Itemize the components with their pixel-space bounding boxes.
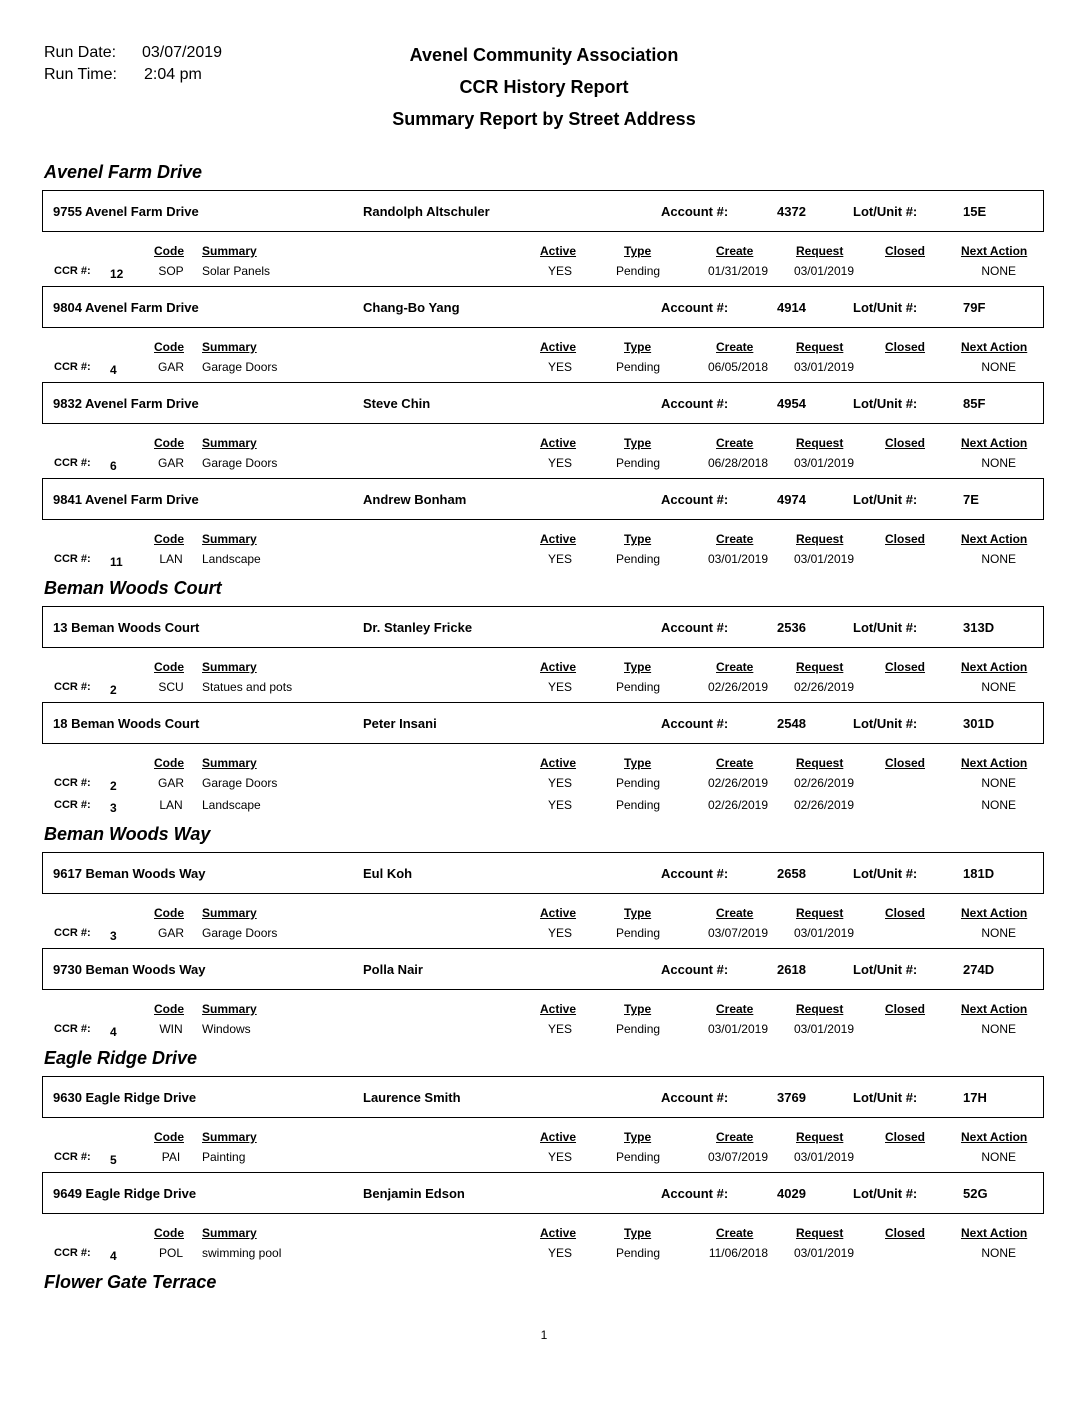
ccr-row: [0, 360, 1088, 376]
ccr-request-date: 03/01/2019: [793, 926, 854, 940]
request-col-header: Request: [796, 1130, 844, 1144]
ccr-next-action: NONE: [981, 360, 1016, 374]
property-address: 9804 Avenel Farm Drive: [53, 300, 199, 315]
type-col-header: Type: [624, 532, 652, 546]
account-label: Account #:: [661, 620, 729, 635]
run-date-value: 03/07/2019: [142, 44, 223, 61]
ccr-column-headers: [0, 906, 1088, 922]
account-number: 2618: [777, 962, 806, 977]
lot-number: 79F: [963, 300, 986, 315]
ccr-type: Pending: [616, 798, 661, 812]
ccr-code: SOP: [158, 264, 184, 278]
property-address: 9832 Avenel Farm Drive: [53, 396, 199, 411]
ccr-type: Pending: [616, 1150, 661, 1164]
ccr-number: 2: [110, 779, 117, 793]
ccr-active: YES: [547, 1246, 572, 1260]
next-action-col-header: Next Action: [961, 1130, 1028, 1144]
owner-name: Peter Insani: [363, 716, 437, 731]
run-date-label: Run Date:: [44, 44, 117, 61]
ccr-number: 11: [110, 555, 123, 569]
ccr-request-date: 03/01/2019: [793, 1022, 854, 1036]
ccr-code: POL: [158, 1246, 183, 1260]
lot-label: Lot/Unit #:: [853, 300, 918, 315]
ccr-summary: Painting: [202, 1150, 246, 1164]
account-label: Account #:: [661, 1186, 729, 1201]
ccr-active: YES: [547, 926, 572, 940]
ccr-next-action: NONE: [981, 926, 1016, 940]
ccr-next-action: NONE: [981, 776, 1016, 790]
type-col-header: Type: [624, 1130, 652, 1144]
ccr-column-headers: [0, 1130, 1088, 1146]
ccr-type: Pending: [616, 776, 661, 790]
ccr-active: YES: [547, 360, 572, 374]
account-number: 4914: [777, 300, 806, 315]
ccr-next-action: NONE: [981, 264, 1016, 278]
request-col-header: Request: [796, 660, 844, 674]
account-label: Account #:: [661, 396, 729, 411]
request-col-header: Request: [796, 532, 844, 546]
summary-col-header: Summary: [202, 1130, 257, 1144]
ccr-code: GAR: [157, 456, 184, 470]
active-col-header: Active: [540, 340, 577, 354]
owner-name: Chang-Bo Yang: [363, 300, 460, 315]
run-time-label: Run Time:: [44, 66, 117, 83]
lot-label: Lot/Unit #:: [853, 716, 918, 731]
report-title: CCR History Report: [459, 77, 629, 97]
account-label: Account #:: [661, 962, 729, 977]
create-col-header: Create: [716, 1002, 754, 1016]
ccr-create-date: 02/26/2019: [707, 680, 768, 694]
next-action-col-header: Next Action: [961, 906, 1028, 920]
ccr-column-headers: [0, 660, 1088, 676]
ccr-code: SCU: [158, 680, 184, 694]
account-number: 2658: [777, 866, 806, 881]
street-heading: Beman Woods Way: [44, 824, 211, 844]
ccr-summary: Solar Panels: [202, 264, 271, 278]
ccr-number: 12: [110, 267, 124, 281]
request-col-header: Request: [796, 906, 844, 920]
lot-label: Lot/Unit #:: [853, 962, 918, 977]
lot-number: 301D: [963, 716, 995, 731]
code-col-header: Code: [154, 532, 184, 546]
property-box: [42, 286, 1044, 328]
code-col-header: Code: [154, 756, 184, 770]
request-col-header: Request: [796, 436, 844, 450]
ccr-code: GAR: [157, 926, 184, 940]
ccr-number: 4: [110, 1249, 117, 1263]
lot-label: Lot/Unit #:: [853, 204, 918, 219]
ccr-row: [0, 1022, 1088, 1038]
lot-label: Lot/Unit #:: [853, 1186, 918, 1201]
summary-col-header: Summary: [202, 244, 257, 258]
property-address: 13 Beman Woods Court: [53, 620, 200, 635]
owner-name: Eul Koh: [363, 866, 413, 881]
lot-number: 52G: [963, 1186, 988, 1201]
ccr-next-action: NONE: [981, 1150, 1016, 1164]
ccr-row: [0, 1246, 1088, 1262]
account-number: 4974: [777, 492, 806, 507]
closed-col-header: Closed: [885, 660, 926, 674]
summary-col-header: Summary: [202, 906, 257, 920]
account-number: 3769: [777, 1090, 806, 1105]
ccr-type: Pending: [616, 926, 661, 940]
type-col-header: Type: [624, 340, 652, 354]
ccr-create-date: 01/31/2019: [707, 264, 768, 278]
code-col-header: Code: [154, 1130, 184, 1144]
ccr-row: [0, 798, 1088, 814]
lot-number: 17H: [963, 1090, 987, 1105]
code-col-header: Code: [154, 340, 184, 354]
ccr-label: CCR #:: [54, 457, 91, 469]
ccr-request-date: 02/26/2019: [793, 798, 854, 812]
create-col-header: Create: [716, 532, 754, 546]
ccr-request-date: 03/01/2019: [793, 1246, 854, 1260]
active-col-header: Active: [540, 906, 577, 920]
ccr-active: YES: [547, 552, 572, 566]
ccr-column-headers: [0, 244, 1088, 260]
ccr-type: Pending: [616, 552, 661, 566]
property-box: [42, 702, 1044, 744]
ccr-column-headers: [0, 1002, 1088, 1018]
ccr-row: [0, 680, 1088, 696]
closed-col-header: Closed: [885, 1130, 926, 1144]
owner-name: Steve Chin: [363, 396, 431, 411]
summary-col-header: Summary: [202, 532, 257, 546]
ccr-number: 3: [110, 929, 117, 943]
create-col-header: Create: [716, 436, 754, 450]
owner-name: Benjamin Edson: [363, 1186, 465, 1201]
account-number: 2548: [777, 716, 806, 731]
ccr-next-action: NONE: [981, 680, 1016, 694]
ccr-create-date: 03/07/2019: [707, 1150, 768, 1164]
ccr-summary: Landscape: [202, 552, 261, 566]
code-col-header: Code: [154, 436, 184, 450]
ccr-create-date: 06/05/2018: [707, 360, 768, 374]
ccr-row: [0, 552, 1088, 568]
ccr-row: [0, 926, 1088, 942]
ccr-active: YES: [547, 680, 572, 694]
ccr-active: YES: [547, 1022, 572, 1036]
ccr-number: 4: [110, 363, 117, 377]
request-col-header: Request: [796, 244, 844, 258]
account-label: Account #:: [661, 204, 729, 219]
ccr-label: CCR #:: [54, 681, 91, 693]
type-col-header: Type: [624, 1226, 652, 1240]
ccr-summary: Garage Doors: [202, 776, 278, 790]
next-action-col-header: Next Action: [961, 244, 1028, 258]
create-col-header: Create: [716, 1226, 754, 1240]
closed-col-header: Closed: [885, 340, 926, 354]
summary-col-header: Summary: [202, 340, 257, 354]
ccr-create-date: 03/01/2019: [707, 1022, 768, 1036]
ccr-summary: Statues and pots: [202, 680, 293, 694]
ccr-label: CCR #:: [54, 777, 91, 789]
lot-number: 181D: [963, 866, 995, 881]
account-label: Account #:: [661, 866, 729, 881]
property-box: [42, 606, 1044, 648]
next-action-col-header: Next Action: [961, 660, 1028, 674]
ccr-type: Pending: [616, 360, 661, 374]
closed-col-header: Closed: [885, 1226, 926, 1240]
owner-name: Andrew Bonham: [363, 492, 467, 507]
ccr-request-date: 02/26/2019: [793, 776, 854, 790]
ccr-label: CCR #:: [54, 553, 91, 565]
summary-col-header: Summary: [202, 436, 257, 450]
active-col-header: Active: [540, 660, 577, 674]
request-col-header: Request: [796, 1226, 844, 1240]
ccr-number: 3: [110, 801, 117, 815]
org-title: Avenel Community Association: [409, 45, 679, 65]
property-box: [42, 382, 1044, 424]
account-label: Account #:: [661, 1090, 729, 1105]
code-col-header: Code: [154, 906, 184, 920]
ccr-next-action: NONE: [981, 552, 1016, 566]
ccr-label: CCR #:: [54, 799, 91, 811]
lot-number: 7E: [963, 492, 979, 507]
ccr-column-headers: [0, 436, 1088, 452]
ccr-request-date: 03/01/2019: [793, 264, 854, 278]
ccr-next-action: NONE: [981, 456, 1016, 470]
property-address: 9755 Avenel Farm Drive: [53, 204, 199, 219]
code-col-header: Code: [154, 244, 184, 258]
code-col-header: Code: [154, 1002, 184, 1016]
ccr-type: Pending: [616, 264, 661, 278]
ccr-code: LAN: [159, 552, 183, 566]
ccr-request-date: 03/01/2019: [793, 456, 854, 470]
property-address: 9630 Eagle Ridge Drive: [53, 1090, 197, 1105]
ccr-label: CCR #:: [54, 1023, 91, 1035]
next-action-col-header: Next Action: [961, 1226, 1028, 1240]
active-col-header: Active: [540, 436, 577, 450]
ccr-column-headers: [0, 756, 1088, 772]
property-box: [42, 948, 1044, 990]
ccr-active: YES: [547, 776, 572, 790]
lot-number: 313D: [963, 620, 995, 635]
property-address: 9649 Eagle Ridge Drive: [53, 1186, 197, 1201]
owner-name: Polla Nair: [363, 962, 423, 977]
ccr-code: WIN: [159, 1022, 183, 1036]
ccr-number: 6: [110, 459, 117, 473]
account-number: 4954: [777, 396, 806, 411]
ccr-label: CCR #:: [54, 265, 91, 277]
next-action-col-header: Next Action: [961, 340, 1028, 354]
lot-label: Lot/Unit #:: [853, 1090, 918, 1105]
street-heading: Beman Woods Court: [44, 578, 222, 598]
code-col-header: Code: [154, 1226, 184, 1240]
ccr-column-headers: [0, 532, 1088, 548]
property-address: 9617 Beman Woods Way: [53, 866, 206, 881]
next-action-col-header: Next Action: [961, 1002, 1028, 1016]
ccr-row: [0, 456, 1088, 472]
ccr-summary: Windows: [202, 1022, 251, 1036]
lot-number: 15E: [963, 204, 987, 219]
ccr-summary: Garage Doors: [202, 456, 278, 470]
type-col-header: Type: [624, 244, 652, 258]
owner-name: Randolph Altschuler: [363, 204, 490, 219]
ccr-next-action: NONE: [981, 798, 1016, 812]
street-heading: Flower Gate Terrace: [44, 1272, 217, 1292]
type-col-header: Type: [624, 1002, 652, 1016]
next-action-col-header: Next Action: [961, 532, 1028, 546]
ccr-row: [0, 264, 1088, 280]
ccr-column-headers: [0, 1226, 1088, 1242]
report-subtitle: Summary Report by Street Address: [392, 109, 696, 129]
ccr-summary: Garage Doors: [202, 360, 278, 374]
property-box: [42, 1172, 1044, 1214]
active-col-header: Active: [540, 532, 577, 546]
ccr-active: YES: [547, 456, 572, 470]
active-col-header: Active: [540, 756, 577, 770]
closed-col-header: Closed: [885, 756, 926, 770]
ccr-label: CCR #:: [54, 1247, 91, 1259]
property-box: [42, 190, 1044, 232]
ccr-summary: Garage Doors: [202, 926, 278, 940]
owner-name: Laurence Smith: [363, 1090, 461, 1105]
ccr-code: GAR: [157, 776, 184, 790]
closed-col-header: Closed: [885, 906, 926, 920]
ccr-create-date: 02/26/2019: [707, 776, 768, 790]
ccr-next-action: NONE: [981, 1022, 1016, 1036]
active-col-header: Active: [540, 1130, 577, 1144]
page-number: 1: [540, 1328, 548, 1342]
create-col-header: Create: [716, 340, 754, 354]
create-col-header: Create: [716, 1130, 754, 1144]
type-col-header: Type: [624, 436, 652, 450]
property-address: 18 Beman Woods Court: [53, 716, 200, 731]
ccr-create-date: 03/07/2019: [707, 926, 768, 940]
create-col-header: Create: [716, 244, 754, 258]
create-col-header: Create: [716, 906, 754, 920]
next-action-col-header: Next Action: [961, 756, 1028, 770]
account-label: Account #:: [661, 492, 729, 507]
code-col-header: Code: [154, 660, 184, 674]
next-action-col-header: Next Action: [961, 436, 1028, 450]
type-col-header: Type: [624, 756, 652, 770]
lot-number: 274D: [963, 962, 995, 977]
ccr-request-date: 03/01/2019: [793, 1150, 854, 1164]
ccr-number: 4: [110, 1025, 117, 1039]
property-address: 9730 Beman Woods Way: [53, 962, 206, 977]
summary-col-header: Summary: [202, 1002, 257, 1016]
create-col-header: Create: [716, 660, 754, 674]
summary-col-header: Summary: [202, 1226, 257, 1240]
ccr-code: PAI: [161, 1150, 181, 1164]
ccr-create-date: 03/01/2019: [707, 552, 768, 566]
property-box: [42, 1076, 1044, 1118]
ccr-active: YES: [547, 264, 572, 278]
lot-number: 85F: [963, 396, 986, 411]
account-label: Account #:: [661, 716, 729, 731]
ccr-code: GAR: [157, 360, 184, 374]
ccr-type: Pending: [616, 1022, 661, 1036]
ccr-request-date: 03/01/2019: [793, 552, 854, 566]
property-box: [42, 478, 1044, 520]
active-col-header: Active: [540, 1226, 577, 1240]
request-col-header: Request: [796, 756, 844, 770]
property-address: 9841 Avenel Farm Drive: [53, 492, 199, 507]
ccr-number: 5: [110, 1153, 117, 1167]
closed-col-header: Closed: [885, 436, 926, 450]
ccr-type: Pending: [616, 456, 661, 470]
create-col-header: Create: [716, 756, 754, 770]
lot-label: Lot/Unit #:: [853, 620, 918, 635]
request-col-header: Request: [796, 1002, 844, 1016]
ccr-row: [0, 1150, 1088, 1166]
lot-label: Lot/Unit #:: [853, 492, 918, 507]
lot-label: Lot/Unit #:: [853, 866, 918, 881]
ccr-active: YES: [547, 798, 572, 812]
account-number: 4372: [777, 204, 806, 219]
ccr-request-date: 03/01/2019: [793, 360, 854, 374]
ccr-row: [0, 776, 1088, 792]
account-number: 4029: [777, 1186, 806, 1201]
owner-name: Dr. Stanley Fricke: [363, 620, 473, 635]
summary-col-header: Summary: [202, 756, 257, 770]
ccr-next-action: NONE: [981, 1246, 1016, 1260]
active-col-header: Active: [540, 1002, 577, 1016]
street-heading: Avenel Farm Drive: [44, 162, 203, 182]
ccr-type: Pending: [616, 1246, 661, 1260]
ccr-column-headers: [0, 340, 1088, 356]
ccr-label: CCR #:: [54, 927, 91, 939]
ccr-create-date: 06/28/2018: [707, 456, 768, 470]
account-label: Account #:: [661, 300, 729, 315]
account-number: 2536: [777, 620, 806, 635]
type-col-header: Type: [624, 660, 652, 674]
ccr-create-date: 11/06/2018: [708, 1246, 768, 1260]
ccr-code: LAN: [159, 798, 183, 812]
ccr-label: CCR #:: [54, 361, 91, 373]
ccr-label: CCR #:: [54, 1151, 91, 1163]
closed-col-header: Closed: [885, 532, 926, 546]
run-time-value: 2:04 pm: [144, 66, 202, 83]
closed-col-header: Closed: [885, 244, 926, 258]
ccr-request-date: 02/26/2019: [793, 680, 854, 694]
property-box: [42, 852, 1044, 894]
ccr-summary: Landscape: [202, 798, 261, 812]
closed-col-header: Closed: [885, 1002, 926, 1016]
ccr-number: 2: [110, 683, 117, 697]
summary-col-header: Summary: [202, 660, 257, 674]
request-col-header: Request: [796, 340, 844, 354]
ccr-create-date: 02/26/2019: [707, 798, 768, 812]
active-col-header: Active: [540, 244, 577, 258]
ccr-summary: swimming pool: [202, 1246, 282, 1260]
type-col-header: Type: [624, 906, 652, 920]
lot-label: Lot/Unit #:: [853, 396, 918, 411]
ccr-active: YES: [547, 1150, 572, 1164]
street-heading: Eagle Ridge Drive: [44, 1048, 198, 1068]
ccr-type: Pending: [616, 680, 661, 694]
